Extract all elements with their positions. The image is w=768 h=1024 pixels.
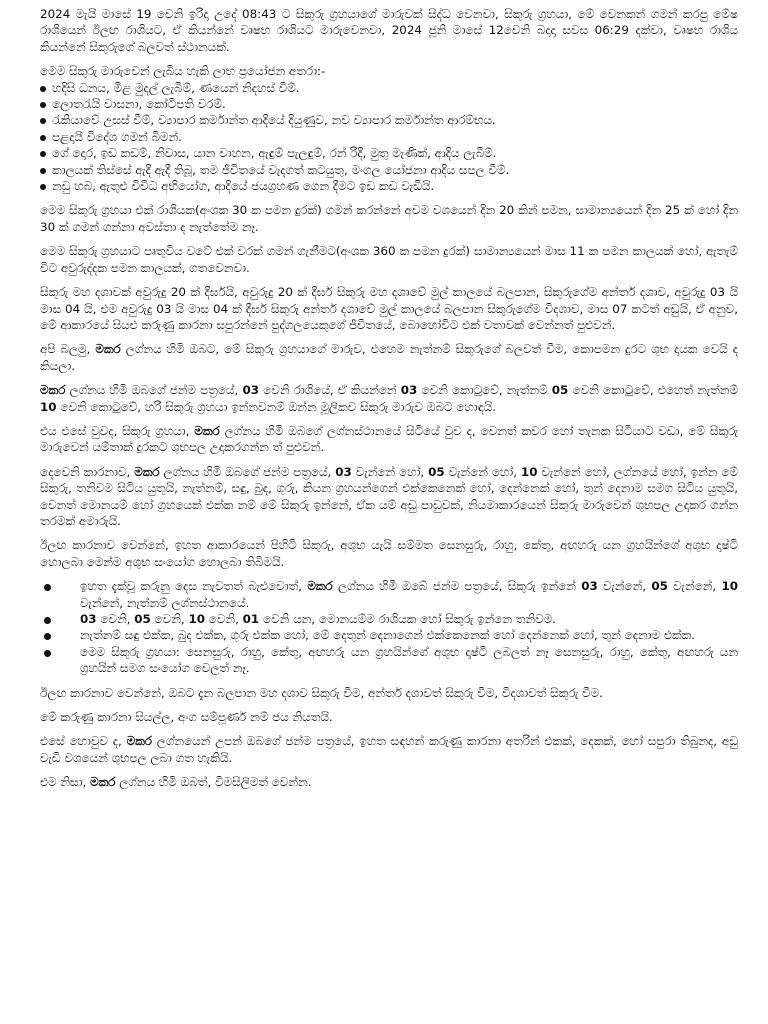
text-fragment: එම නිසා, [40, 775, 91, 790]
text-fragment: වැන්නේ, [597, 579, 652, 594]
paragraph-first-condition [40, 382, 738, 415]
text-fragment: එසේ හොවුව ද, [40, 734, 127, 749]
text-fragment: වෙනි රාශියේ, ඒ කියන්නේ [259, 383, 401, 398]
bold-makara: මකර [126, 734, 152, 749]
list-item: ගේ දොර, ඉඩ කඩම්, නිවාස, යාන වාහන, ඇඳුම් පැලඳුම්, රන් රිදී, මුතු මැණික්, ආදිය ලැබීම්. [40, 145, 738, 161]
text-fragment: ලග්නය හිමි ඔබගේ ලග්නස්ථානයේ සිටියේ වුව ද, වෙනත් කවර හෝ තැනක සිටියාට වඩා, මේ සිකුරු මාරුවෙන් යම්තාක් දුරකට ශුභපල උදාකරගන්න ත් පුළුවන්. [40, 423, 738, 455]
bold-number: 05 [551, 383, 569, 398]
text-fragment: ලග්නය හිමි ඔබගේ ජන්ම පත්‍රයේ, [65, 383, 243, 398]
text-fragment: අපි බලමු, [40, 342, 96, 357]
text-fragment: වෙනි කොටුවේ, නැත්නම් [417, 383, 552, 398]
list-item: නඩු හබ, ඇතුළු විවිධ අභියෝග, ආදියේ ජයග්‍රහණ ගෙන දීමට ඉඩ කඩ වැඩියි. [40, 178, 738, 194]
text-fragment: වෙනි, [96, 612, 135, 626]
text-fragment: වැන්නේ, නැත්නම් ලග්නස්ථානයේ. [80, 595, 250, 610]
paragraph-venus-transit-date: 2024 මැයි මාසේ 19 වෙනි ඉරිදා උදේ 08:43 ට සිකුරු ග්‍රහයාගේ මාරුවක් සිද්ධ වෙනවා, සිකුරු ග්‍රහයා, මේ වෙනකන් ගමන් කරපු මේෂ රාශියෙන් ඊලඟ රාශියට, ඒ කියන්නේ වෘෂභ රාශියට මාරුවෙනවා, 2024 ජූනි මාසේ 12වෙනි බදාදා සවස 06:29 දක්වා, වෘෂභ රාශිය කියන්නේ සිකුරුගේ බලවත් ස්ථානයක්. [40, 7, 738, 54]
paragraph-success-certain: මේ කරුණු කාරනා සියල්ල, අංග සම්පූර්ණ නම් ජය නියතයි. [40, 710, 333, 725]
text-fragment: වෙනි යන, මොනයම්ම රාශියක හෝ සිකුරු ඉන්නෙ තනිවම. [259, 612, 556, 626]
paragraph-second-condition [40, 464, 738, 530]
text-fragment: ලග්නය හිමි ඔබගේ ජන්ම පත්‍රයේ, [159, 464, 336, 479]
list-item: කාලයක් තිස්සේ ඇදී ඇදී තිබූ, තම ජීවිතයේ වැදගත් කටයුතු, මංගල යෝජනා ආදිය සපල වීම්. [40, 162, 738, 178]
text-fragment: ලග්නය හිමි ඔබේ ජන්ම පත්‍රයේ, සිකුරු ඉන්නේ [332, 579, 582, 594]
paragraph-partial-benefits [40, 733, 738, 766]
list-item: නැත්නම් සඳු එක්ක, බුද එක්ක, ගුරු එක්ක හෝ, මේ දෙතුන් දෙනාගෙන් එක්කෙනෙක් හෝ දෙන්නෙක් හෝ, තුන් දෙනාම එක්ක. [40, 627, 738, 643]
list-item [40, 611, 738, 627]
text-fragment: වැන්නේ හෝ, [351, 464, 429, 479]
bold-number: 03 [581, 579, 598, 594]
list-item: පළදායී විදේශ ගමන් බිමන්. [40, 129, 738, 145]
bold-number: 10 [188, 612, 205, 626]
bold-number: 03 [80, 612, 97, 626]
text-fragment: වෙනි කොටුවේ, එහෙත් නැත්නම් [568, 383, 738, 398]
text-fragment: වැන්නේ, [667, 579, 722, 594]
text-fragment: වෙනි, [205, 612, 243, 626]
text-fragment: ලග්නය හිමි ඔබට, මේ සිකුරු ග්‍රහයාගේ මාරුව, එහෙම නැත්නම් සිකුරුගේ බලවත් වීම, කොපමන දුරට ශුභ දායක වෙයි ද කියලා. [40, 342, 738, 373]
text-fragment: වැන්නේ හෝ, ලග්නයේ හෝ, ඉන්න මේ සිකුරු, තනිවම සිටිය යුතුයි, නැත්නම්, සඳු, බුද, ගුරු, කියන ග්‍රහයන්ගෙන් එක්කෙනෙක් හෝ, දෙන්නෙක් හෝ, තුන් දෙනාම සමග සිටිය යුතුයි, වෙනත් මොනයම් හෝ ග්‍රහයෙක් එක්ක නම් මේ සිකුරු ඉන්නේ, ඒක යම් අඩු පාඩුවක්, නියමාකාරයෙන් සිකුරු මාරුවෙන් ශුභපල උදාකර ගන්න තරමක් අමාරුයි. [40, 464, 738, 528]
text-fragment: දෙවෙනි කාරනාව, [40, 464, 135, 479]
bold-number: 03 [242, 383, 260, 398]
bold-makara: මකර [95, 342, 121, 357]
bold-makara: මකර [134, 464, 160, 479]
list-item: මෙම සිකුරු ග්‍රහයා: සෙනසුරු, රාහු, කේතු, අඟහරු යන ග්‍රහයින්ගේ අශුභ දෘෂ්ටි ලබලත් නෑ සෙනසුරු, රාහු, කේතු, අඟහරු යන ග්‍රහයින් සමග සංයෝග වෙලත් නෑ. [40, 644, 738, 677]
paragraph-dasha-condition: ඊලඟ කාරනාව වෙන්නේ, ඔබට දැන බලපාන මහ දශාව සිකුරු වීම, අන්තර් දශාවත් සිකුරු වීම, විදශාවත් සිකුරු වීම. [40, 685, 603, 700]
text-fragment: ලග්නයෙන් උපන් ඔබගේ ජන්ම පත්‍රයේ, ඉහත සඳහන් කරුණු කාරනා අතරින් එකක්, දෙකක්, හෝ සපුරා තිබුනද, අඩු වැඩි වශයෙන් ශුභපල ලබා ගත හැකියි. [40, 734, 739, 765]
bold-makara: මකර [307, 579, 333, 594]
text-fragment: එය එසේ වුවද, සිකුරු ග්‍රහයා, [40, 423, 195, 438]
bold-number: 05 [651, 579, 668, 594]
benefits-list [40, 80, 738, 195]
bold-makara: මකර [194, 423, 220, 438]
bold-makara: මකර [40, 383, 66, 398]
bold-number: 10 [40, 399, 57, 414]
paragraph-lets-see [40, 341, 738, 374]
text-fragment: වෙනි කොටුවේ, හරි සිකුරු ග්‍රහයා ඉන්නවනම් ඔන්න මූලිකව සිකුරු මාරුව ඔබට හොඳයි. [56, 399, 497, 414]
list-item: රැකියාවේ උසස් වීම්, ව්‍යාපාර කර්මාන්ත ආදියේ දියුණුව, නව ව්‍යාපාර කර්මාන්ත ආරම්භය. [40, 112, 738, 128]
text-fragment: ඉහත දැක්වූ කරුනු දෙස නැවතත් බැළුවොත්, [80, 579, 308, 594]
bold-number: 01 [242, 612, 260, 626]
paragraph-third-condition: ඊලඟ කාරනාව වෙන්නේ, ඉහත ආකාරයෙන් පිහිටි සිකුරු, අශුභ යැයි සම්මත සෙනසුරු, රාහු, කේතු, අඟහරු යන ග්‍රහයින්ගේ අශුභ දෘෂ්ටි හොලබා මෙන්ම අශුභ සංයෝග හොලබා තිබිමයි. [40, 538, 738, 569]
bold-number: 05 [134, 612, 151, 626]
text-fragment: වැන්නේ හෝ, [444, 464, 521, 479]
bold-number: 05 [428, 464, 445, 479]
bold-number: 03 [335, 464, 352, 479]
bold-number: 03 [400, 383, 418, 398]
list-item: හදිසි ධනය, මිළ මුදල් ලැබීම්, ණයෙන් නිදහස් වීම්. [40, 80, 738, 96]
list-item [40, 578, 738, 611]
paragraph-dasha-period: සිකුරු මහ දශාවක් අවුරුදු 20 ක් දීර්ඝයි, අවුරුදු 20 ක් දීර්ඝ සිකුරු මහ දශාවේ මුල් කාලයේ බලපාන, සිකුරුගේම අන්තර් දශාව, අවුරුදු 03 යි මාස 04 යි, එම අවුරුදු 03 යි මාස 04 ක් දීර්ඝ සිකුරු අන්තර් දශාවේ මුල් කාලයේ බලපාන සිකුරුගේම විදශාව, මාස 07 කටත් අඩුයි, ඒ අනුව, මේ ආකාරයේ සියළු කරුණු කාරනා සපුරන්නේ පුද්ගලයෙකුගේ ජීවිතයේ, බොහෝවිට එක් වතාවක් වෙන්නත් පුළුවන්. [40, 285, 738, 332]
bold-number: 10 [520, 464, 538, 479]
paragraph-lagna-position [40, 423, 738, 456]
paragraph-sign-duration: මෙම සිකුරු ග්‍රහයා එක් රාශියක(අංශක 30 ක පමන දුරක්) ගමන් කරන්නේ අවම වශයෙන් දින 20 කින් පමන, සාමාන්‍යයෙන් දින 25 ක් හෝ දින 30 ක් ගමන් ගන්නා අවස්තා ද නැත්තේම නෑ. [40, 203, 738, 234]
bold-number: 10 [721, 579, 738, 594]
paragraph-orbit-duration: මෙම සිකුරු ග්‍රහයාට පෘතුවිය වටේ එක් වරක් ගමන් ගැනීමට(අංශක 360 ක පමන දුරක්) සාමාන්‍යයෙන් මාස 11 ක පමන කාලයක් හෝ, ඇතැම් විට අවුරුද්දක පමන කාලයක්, ගතවෙනවා. [40, 244, 738, 275]
paragraph-conclusion [40, 774, 738, 790]
conditions-list [40, 578, 738, 676]
text-fragment: ලග්නය හිමි ඔබත්, විමසිලිමත් වෙන්න. [115, 775, 312, 790]
list-item: ලොතරැයි වාසනා, කෝටිපති වරම්. [40, 96, 738, 112]
text-fragment: වෙනි, [150, 612, 189, 626]
benefits-intro: මෙම සිකුරු මාරුවෙන් ලැබිය හැකි ලාභ ප්‍රයෝජන අතරා:- [40, 64, 326, 79]
bold-makara: මකර [90, 775, 116, 790]
